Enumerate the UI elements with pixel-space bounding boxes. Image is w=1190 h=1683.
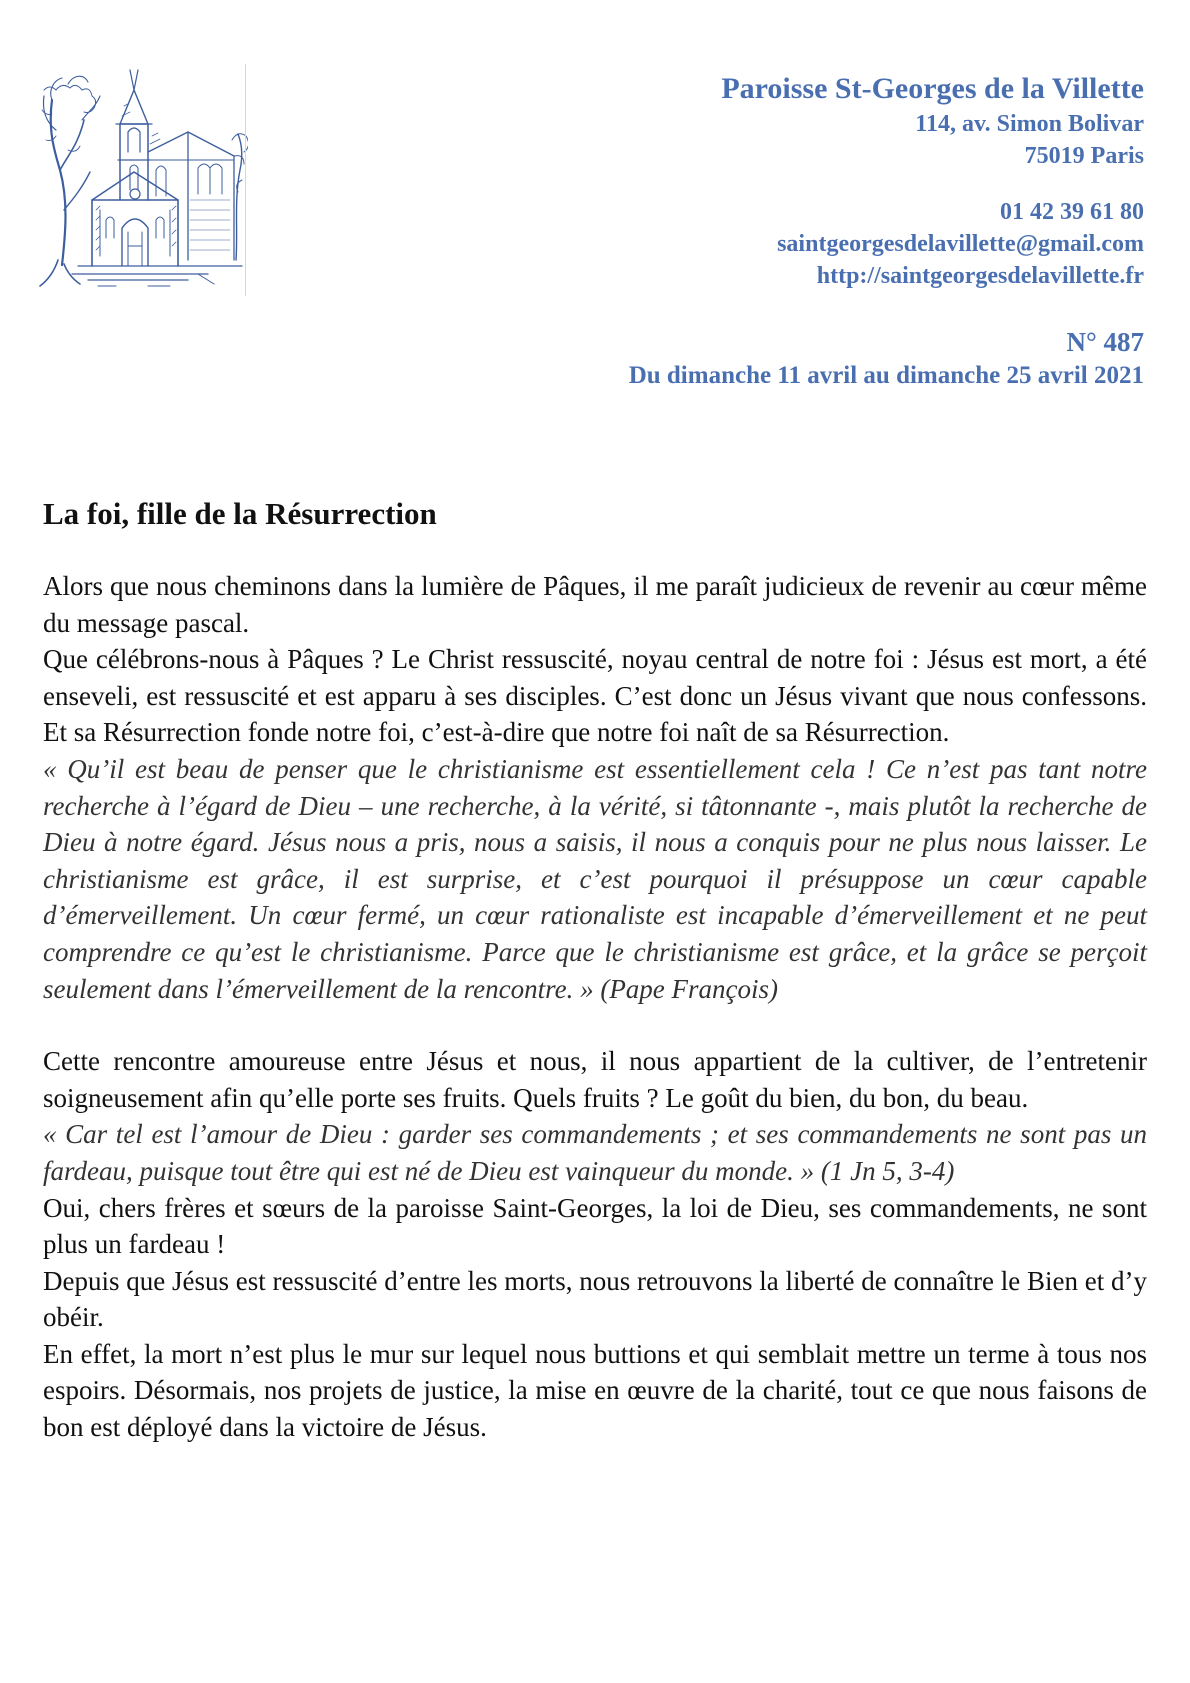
paragraph: En effet, la mort n’est plus le mur sur lequel nous buttions et qui semblait mettre un terme à tous nos espoirs. Désormais, nos projets de justice, la mise en œuvre de la charité, tout ce que nous faisons de bon est déployé dans la victoire de Jésus.: [43, 1338, 1147, 1443]
phone-number: 01 42 39 61 80: [1000, 199, 1144, 225]
divider: [245, 64, 246, 296]
paragraph: Alors que nous cheminons dans la lumière de Pâques, il me paraît judicieux de revenir au cœur même du message pascal.: [43, 571, 1147, 638]
church-sketch-icon: [38, 60, 248, 300]
issue-number: N° 487: [1066, 327, 1144, 357]
email-link[interactable]: saintgeorgesdelavillette@gmail.com: [777, 231, 1144, 257]
quote-pope-francis: « Qu’il est beau de penser que le christianisme est essentiellement cela ! Ce n’est pas tant notre recherche à l’égard de Dieu – une recherche, à la vérité, si tâtonnante -, mais plutôt la recherche de Dieu à notre égard. Jésus nous a pris, nous a saisis, il nous a conquis pour ne plus nous laisser. Le christianisme est grâce, il est surprise, et c’est pourquoi il présuppose un cœur capable d’émerveillement. Un cœur fermé, un cœur rationaliste est incapable d’émerveillement et ne peut comprendre ce qu’est le christianisme. Parce que le christianisme est grâce, et la grâce se perçoit seulement dans l’émerveillement de la rencontre. » (Pape François): [43, 753, 1147, 1004]
article: [43, 494, 1147, 1446]
issue-dates: Du dimanche 11 avril au dimanche 25 avril 2021: [628, 362, 1144, 389]
quote-scripture: « Car tel est l’amour de Dieu : garder ses commandements ; et ses commandements ne sont pas un fardeau, puisque tout être qui est né de Dieu est vainqueur du monde. » (1 Jn 5, 3-4): [43, 1119, 1147, 1186]
address-city: 75019 Paris: [1024, 143, 1144, 169]
parish-header: [629, 70, 1144, 393]
paragraph: Oui, chers frères et sœurs de la paroisse Saint-Georges, la loi de Dieu, ses commandements, ne sont plus un fardeau !: [43, 1192, 1147, 1260]
paragraph: Cette rencontre amoureuse entre Jésus et nous, il nous appartient de la cultiver, de l’entretenir soigneusement afin qu’elle porte ses fruits. Quels fruits ? Le goût du bien, du bon, du beau.: [43, 1046, 1147, 1113]
article-title: La foi, fille de la Résurrection: [43, 496, 437, 531]
paragraph: Depuis que Jésus est ressuscité d’entre les morts, nous retrouvons la liberté de connaître le Bien et d’y obéir.: [43, 1265, 1147, 1333]
address-street: 114, av. Simon Bolivar: [915, 111, 1144, 137]
parish-name: Paroisse St-Georges de la Villette: [721, 72, 1144, 105]
paragraph: Que célébrons-nous à Pâques ? Le Christ ressuscité, noyau central de notre foi : Jésus est mort, a été enseveli, est ressuscité et est apparu à ses disciples. C’est donc un Jésus vivant que nous confessons. Et sa Résurrection fonde notre foi, c’est-à-dire que notre foi naît de sa Résurrection.: [43, 644, 1147, 748]
website-link[interactable]: http://saintgeorgesdelavillette.fr: [816, 263, 1144, 289]
